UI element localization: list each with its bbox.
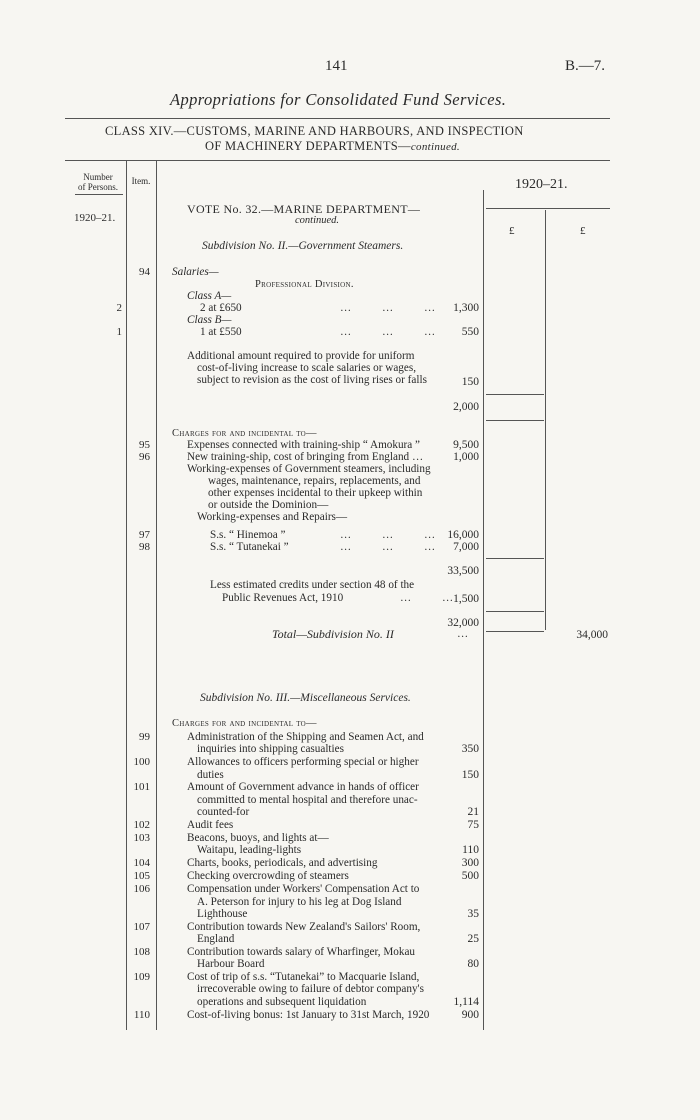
class-a-text: 2 at £650 [200,302,242,314]
item-text-line: England [197,933,235,945]
item-text-line: Audit fees [187,818,234,831]
class-heading-line1: CLASS XIV.—CUSTOMS, MARINE AND HARBOURS, AND INSPECTION [105,124,524,138]
item-text-line: Lighthouse [197,907,248,920]
additional-text-2: cost-of-living increase to scale salaries or wages, [197,362,417,374]
class-a-persons: 2 [116,302,122,314]
item-text-line: Contribution towards New Zealand's Sailors' Room, [187,920,421,933]
working-text-1: Working-expenses of Government steamers, including [187,463,431,475]
item-amount: 150 [461,768,479,781]
sum-rule [486,558,544,559]
item-number: 104 [133,857,150,870]
sum-rule [486,394,544,395]
hinemoa-text: S.s. “ Hinemoa ” [210,529,286,541]
total-label: Total—Subdivision No. II [272,627,394,641]
item-text-line: Administration of the Shipping and Seamen Act, and [187,731,424,743]
professional-division: Professional Division. [255,279,354,290]
working-text-3: other expenses incidental to their upkeep within [208,487,423,499]
item-number: 101 [133,781,150,794]
item-text-line: counted-for [197,806,250,818]
item-text-line: Cost of trip of s.s. “Tutanekai” to Macquarie Island, [187,971,420,984]
item-number: 105 [133,870,150,883]
header-item: Item. [131,176,151,186]
leader-dots: … … [400,592,456,604]
running-title: Appropriations for Consolidated Fund Services. [170,90,507,109]
item-text-line: A. Peterson for injury to his leg at Dog Island [197,895,402,908]
class-rule [65,160,610,161]
header-year-left: 1920–21. [74,212,116,224]
col-line-amount1 [483,190,484,1030]
item-text-line: Waitapu, leading-lights [197,844,302,857]
col-line-persons [126,160,127,1030]
working-text-2: wages, maintenance, repairs, replacements, and [208,475,421,487]
salaries-label: Salaries— [172,266,219,278]
item-amount: 80 [467,958,479,971]
leader-dots: … [457,628,469,640]
tutanekai-text: S.s. “ Tutanekai ” [210,541,289,553]
item-amount: 75 [467,818,479,831]
item-94: 94 [139,266,150,278]
item-text-line: committed to mental hospital and therefore unac- [197,793,418,806]
class-a-amount: 1,300 [453,302,479,314]
item-number: 107 [133,920,150,933]
additional-amount: 150 [461,376,479,388]
item-text-line: Charts, books, periodicals, and advertising [187,857,378,870]
item-text-line: irrecoverable owing to failure of debtor company's [197,983,424,996]
class-a-label: Class A— [187,290,232,302]
class-heading-line2: OF MACHINERY DEPARTMENTS—continued. [205,139,460,153]
working-text-4: or outside the Dominion— [208,499,329,511]
class-b-persons: 1 [116,326,122,338]
persons-header-rule [75,194,123,195]
col-line-amount2 [545,210,546,630]
header-number-of-persons: Number of Persons. [78,172,118,192]
item-amount: 350 [461,743,479,756]
item-96-amount: 1,000 [453,451,479,463]
leader-dots: … … … [340,302,438,314]
class-b-label: Class B— [187,314,232,326]
item-text-line: Harbour Board [197,958,265,971]
page-reference: B.—7. [565,58,606,74]
item-text-line: Allowances to officers performing special or higher [187,756,419,769]
less-text-1: Less estimated credits under section 48 of the [210,579,415,591]
charges-heading-3: Charges for and incidental to— [172,718,317,729]
item-number: 108 [133,945,150,958]
item-amount: 1,114 [453,995,479,1008]
item-text-line: Cost-of-living bonus: 1st January to 31st March, 1920 [187,1008,430,1021]
charges-heading-2: Charges for and incidental to— [172,428,317,439]
additional-text-3: subject to revision as the cost of living rises or falls [197,374,427,386]
item-96: 96 [139,451,150,463]
net-amount: 32,000 [447,617,479,629]
item-amount: 21 [467,806,479,818]
salaries-total: 2,000 [453,401,479,413]
leader-dots: … … … [340,326,438,338]
sum-rule [486,611,544,612]
year-rule [486,208,610,209]
item-text-line: Beacons, buoys, and lights at— [187,831,329,844]
item-number: 103 [133,831,150,844]
item-95: 95 [139,439,150,451]
top-rule [65,118,610,119]
less-amount: 1,500 [453,593,479,605]
item-text-line: Checking overcrowding of steamers [187,870,349,883]
header-year-right: 1920–21. [515,177,568,192]
subtotal-amount: 33,500 [447,565,479,577]
class-b-amount: 550 [461,326,479,338]
item-text-line: Amount of Government advance in hands of officer [187,781,419,794]
item-number: 109 [133,971,150,984]
leader-dots: … … … [340,529,438,541]
leader-dots: … … … [340,541,438,553]
item-text-line: inquiries into shipping casualties [197,743,344,756]
item-95-text: Expenses connected with training-ship “ Amokura ” [187,439,421,451]
total-amount: 34,000 [576,629,608,641]
sum-rule [486,631,544,632]
item-text-line: Compensation under Workers' Compensation Act to [187,883,420,896]
page-number: 141 [325,58,348,74]
item-amount: 900 [461,1008,479,1021]
subdivision-2-title: Subdivision No. II.—Government Steamers. [202,240,404,252]
vote-continued: continued. [295,215,340,226]
item-text-line: operations and subsequent liquidation [197,995,367,1008]
subdivision-3-title: Subdivision No. III.—Miscellaneous Services. [200,692,411,704]
pound-sign-col1: £ [509,225,515,237]
tutanekai-amount: 7,000 [453,541,479,553]
item-96-text: New training-ship, cost of bringing from England … [187,451,424,463]
hinemoa-amount: 16,000 [447,529,479,541]
item-amount: 25 [467,933,479,945]
item-amount: 300 [461,857,479,870]
less-text-2: Public Revenues Act, 1910 [222,592,344,604]
item-98: 98 [139,541,150,553]
additional-text-1: Additional amount required to provide for uniform [187,350,415,362]
working-sub: Working-expenses and Repairs— [197,511,348,523]
item-text-line: duties [197,768,224,781]
item-amount: 110 [462,844,479,857]
item-number: 110 [133,1008,150,1021]
col-line-item [156,160,157,1030]
item-number: 106 [133,883,150,896]
item-text-line: Contribution towards salary of Wharfinger, Mokau [187,945,416,958]
class-b-text: 1 at £550 [200,326,242,338]
item-number: 99 [139,731,150,743]
item-amount: 35 [467,907,479,920]
pound-sign-col2: £ [580,225,586,237]
sum-rule [486,420,544,421]
vote-title: VOTE No. 32.—MARINE DEPARTMENT— [187,202,421,216]
item-95-amount: 9,500 [453,439,479,451]
item-number: 102 [133,818,150,831]
item-number: 100 [133,756,150,769]
item-97: 97 [139,529,150,541]
item-amount: 500 [461,870,479,883]
